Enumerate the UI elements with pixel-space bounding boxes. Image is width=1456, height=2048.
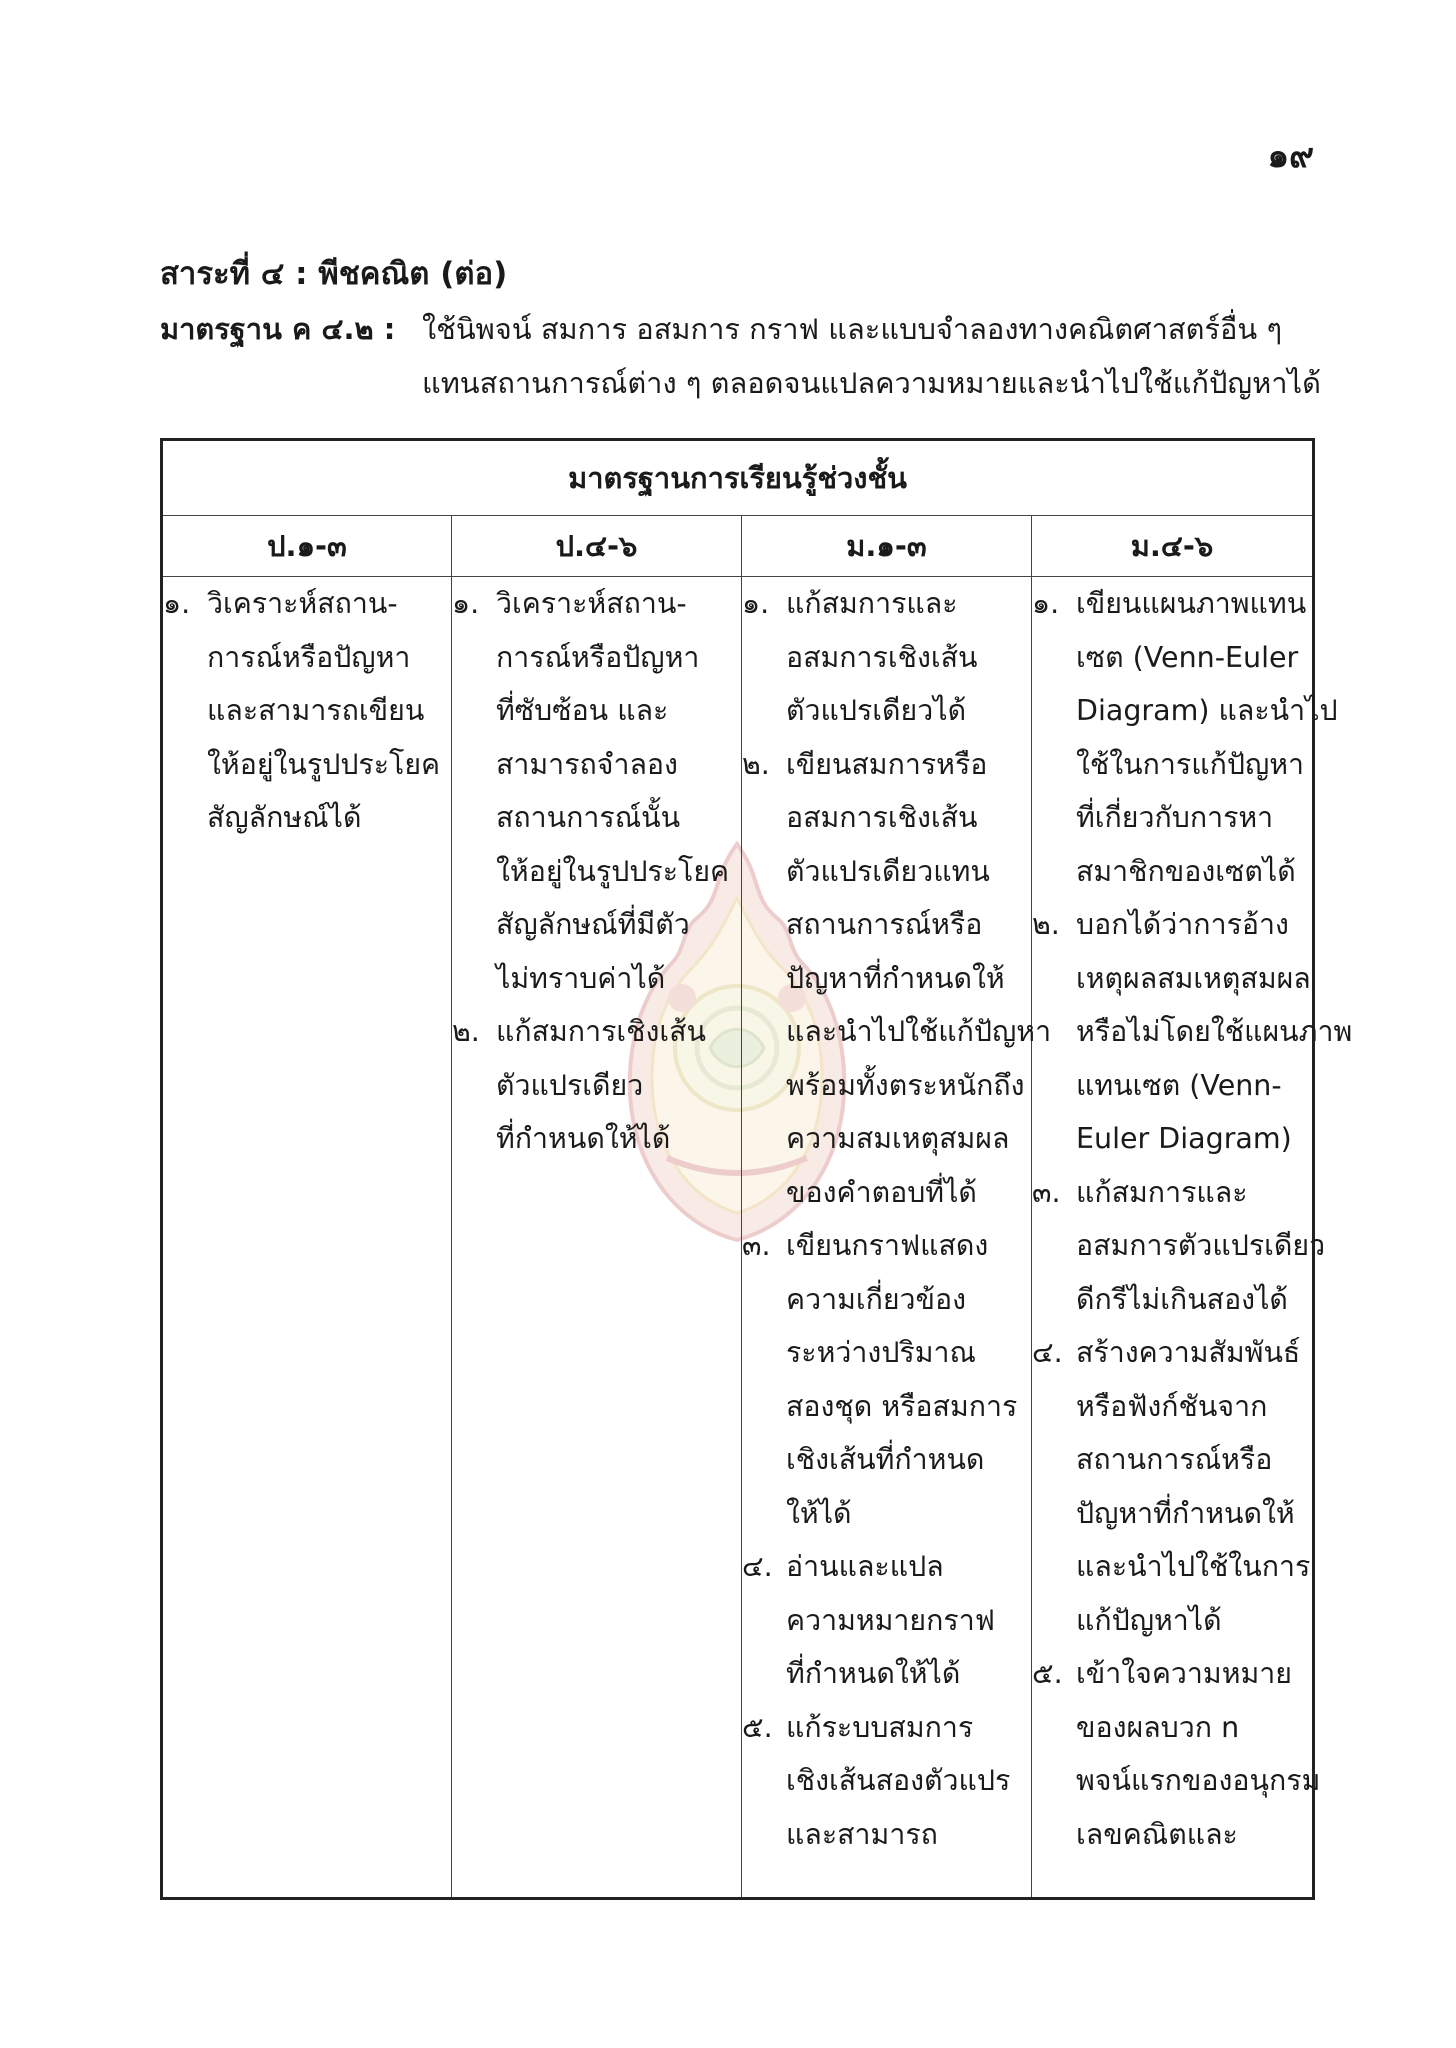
indicator-text-line: แก้สมการและ [786,587,958,620]
indicator-list [1032,577,1353,1861]
indicator-text-line: ดีกรีไม่เกินสองได้ [1076,1282,1288,1316]
indicator-text-line: สามารถจำลอง [496,747,678,781]
page-number: ๑๙ [1267,136,1314,176]
indicator-number: ๔. [742,1550,773,1583]
indicator-item [1032,577,1338,898]
indicator-text-line: ระหว่างปริมาณ [786,1336,976,1369]
indicator-number: ๔. [1032,1336,1063,1369]
standard-text [422,302,1320,410]
indicator-number: ๑. [452,587,480,620]
indicator-text-line: ตัวแปรเดียวได้ [786,694,967,727]
indicator-text-line: เชิงเส้นที่กำหนด [786,1443,985,1476]
indicator-number: ๓. [742,1229,771,1262]
indicator-item [1032,898,1353,1166]
indicator-text-line: สองชุด หรือสมการ [786,1389,1018,1423]
indicator-text-line: วิเคราะห์สถาน- [496,587,687,620]
indicator-text-line: ที่เกี่ยวกับการหา [1076,801,1274,834]
indicator-text-line: การณ์หรือปัญหา [207,640,411,674]
indicator-text-line: เขียนสมการหรือ [786,747,988,781]
indicator-text-line: ที่กำหนดให้ได้ [496,1122,671,1155]
indicator-text-line: อสมการเชิงเส้น [786,640,978,674]
indicator-text-line: แก้สมการเชิงเส้น [496,1015,706,1048]
indicator-item [452,577,741,1005]
indicator-text-line: พร้อมทั้งตระหนักถึง [786,1068,1025,1102]
indicator-text-line: สถานการณ์หรือ [786,908,983,941]
column-cell-m1-3 [742,577,1052,1899]
indicator-text-line: แก้ระบบสมการ [786,1710,974,1744]
indicator-text-line: อ่านและแปล [786,1550,944,1583]
indicator-item [1032,1326,1312,1647]
standard-line: แทนสถานการณ์ต่าง ๆ ตลอดจนแปลความหมายและนำไปใช้แก้ปัญหาได้ [422,366,1321,400]
indicator-text-line: สมาชิกของเซตได้ [1076,854,1296,888]
grade-header-m4-6: ม.๔-๖ [1032,516,1314,577]
indicator-item [1032,1166,1326,1327]
indicator-text-line: ปัญหาที่กำหนดให้ [786,961,1005,995]
indicator-text-line: และสามารถเขียน [207,694,425,727]
indicator-text-line: อสมการตัวแปรเดียว [1076,1229,1326,1262]
standard-block [160,302,1320,410]
indicator-text-line: ให้อยู่ในรูปประโยค [496,854,730,888]
indicator-text-line: ให้อยู่ในรูปประโยค [207,747,441,781]
grade-header-p4-6: ป.๔-๖ [452,516,742,577]
indicator-text-line: ให้ได้ [786,1496,852,1530]
indicator-text-line: ที่ซับซ้อน และ [496,694,669,727]
indicator-number: ๕. [1032,1657,1063,1690]
indicator-item [163,577,451,845]
indicator-text-line: แก้สมการและ [1076,1175,1248,1209]
indicator-text-line: เซต (Venn-Euler [1076,640,1299,674]
column-cell-p4-6 [452,577,742,1899]
curriculum-standards-table [160,438,1353,1900]
indicator-text-line: ของผลบวก n [1076,1710,1240,1744]
indicator-text-line: ความหมายกราฟ [786,1603,995,1637]
indicator-text-line: สัญลักษณ์ที่มีตัว [496,908,690,941]
indicator-number: ๒. [742,747,770,781]
indicator-text-line: แก้ปัญหาได้ [1076,1603,1222,1637]
indicator-item [742,738,1052,1220]
indicator-text-line: วิเคราะห์สถาน- [207,587,398,620]
indicator-text-line: อสมการเชิงเส้น [786,801,978,834]
indicator-text-line: ของคำตอบที่ได้ [786,1175,977,1209]
indicator-item [1032,1647,1321,1861]
standard-label: มาตรฐาน ค ๔.๒ : [160,312,396,346]
table-title: มาตรฐานการเรียนรู้ช่วงชั้น [162,440,1314,516]
indicator-list [452,577,741,1166]
indicator-text-line: และสามารถ [786,1817,938,1851]
standard-line: ใช้นิพจน์ สมการ อสมการ กราฟ และแบบจำลองทางคณิตศาสตร์อื่น ๆ [422,312,1283,346]
indicator-text-line: เขียนแผนภาพแทน [1076,587,1307,620]
indicator-number: ๑. [742,587,770,620]
indicator-text-line: พจน์แรกของอนุกรม [1076,1764,1321,1797]
indicator-item [742,1540,1031,1701]
indicator-text-line: บอกได้ว่าการอ้าง [1076,908,1289,941]
indicator-text-line: ตัวแปรเดียว [496,1068,644,1102]
indicator-number: ๕. [742,1710,773,1744]
indicator-text-line: ความสมเหตุสมผล [786,1122,1010,1155]
indicator-text-line: เข้าใจความหมาย [1076,1657,1292,1690]
indicator-text-line: ความเกี่ยวข้อง [786,1282,967,1316]
column-cell-p1-3 [162,577,452,1899]
indicator-number: ๑. [1032,587,1060,620]
indicator-text-line: สัญลักษณ์ได้ [207,801,362,834]
indicator-text-line: ปัญหาที่กำหนดให้ [1076,1496,1295,1530]
indicator-text-line: ใช้ในการแก้ปัญหา [1076,747,1305,781]
indicator-text-line: ตัวแปรเดียวแทน [786,854,990,888]
indicator-number: ๓. [1032,1175,1061,1209]
column-cell-m4-6 [1032,577,1353,1899]
indicator-text-line: เลขคณิตและ [1076,1817,1238,1851]
indicator-text-line: ไม่ทราบค่าได้ [496,961,666,995]
indicator-text-line: และนำไปใช้แก้ปัญหา [786,1015,1052,1048]
indicator-text-line: สถานการณ์นั้น [496,801,681,834]
indicator-number: ๑. [163,587,191,620]
indicator-text-line: เขียนกราฟแสดง [786,1229,989,1262]
indicator-item [742,1701,1031,1862]
strand-title: สาระที่ ๔ : พีชคณิต (ต่อ) [160,256,508,292]
indicator-text-line: เหตุผลสมเหตุสมผล [1076,961,1311,995]
indicator-number: ๒. [1032,908,1060,941]
indicator-text-line: สร้างความสัมพันธ์ [1076,1336,1301,1369]
indicator-text-line: แทนเซต (Venn- [1076,1068,1282,1102]
indicator-item [452,1005,741,1166]
indicator-text-line: และนำไปใช้ในการ [1076,1550,1311,1583]
indicator-text-line: ที่กำหนดให้ได้ [786,1657,961,1690]
indicator-text-line: การณ์หรือปัญหา [496,640,700,674]
indicator-item [742,577,1031,738]
indicator-text-line: Diagram) และนำไป [1076,694,1338,727]
indicator-text-line: สถานการณ์หรือ [1076,1443,1273,1476]
indicator-text-line: หรือไม่โดยใช้แผนภาพ [1076,1015,1353,1048]
grade-header-p1-3: ป.๑-๓ [162,516,452,577]
indicator-text-line: หรือฟังก์ชันจาก [1076,1389,1268,1423]
indicator-list [163,577,451,845]
indicator-list [742,577,1052,1861]
indicator-item [742,1219,1031,1540]
indicator-text-line: เชิงเส้นสองตัวแปร [786,1764,1011,1797]
indicator-number: ๒. [452,1015,480,1048]
grade-header-m1-3: ม.๑-๓ [742,516,1032,577]
indicator-text-line: Euler Diagram) [1076,1122,1292,1155]
